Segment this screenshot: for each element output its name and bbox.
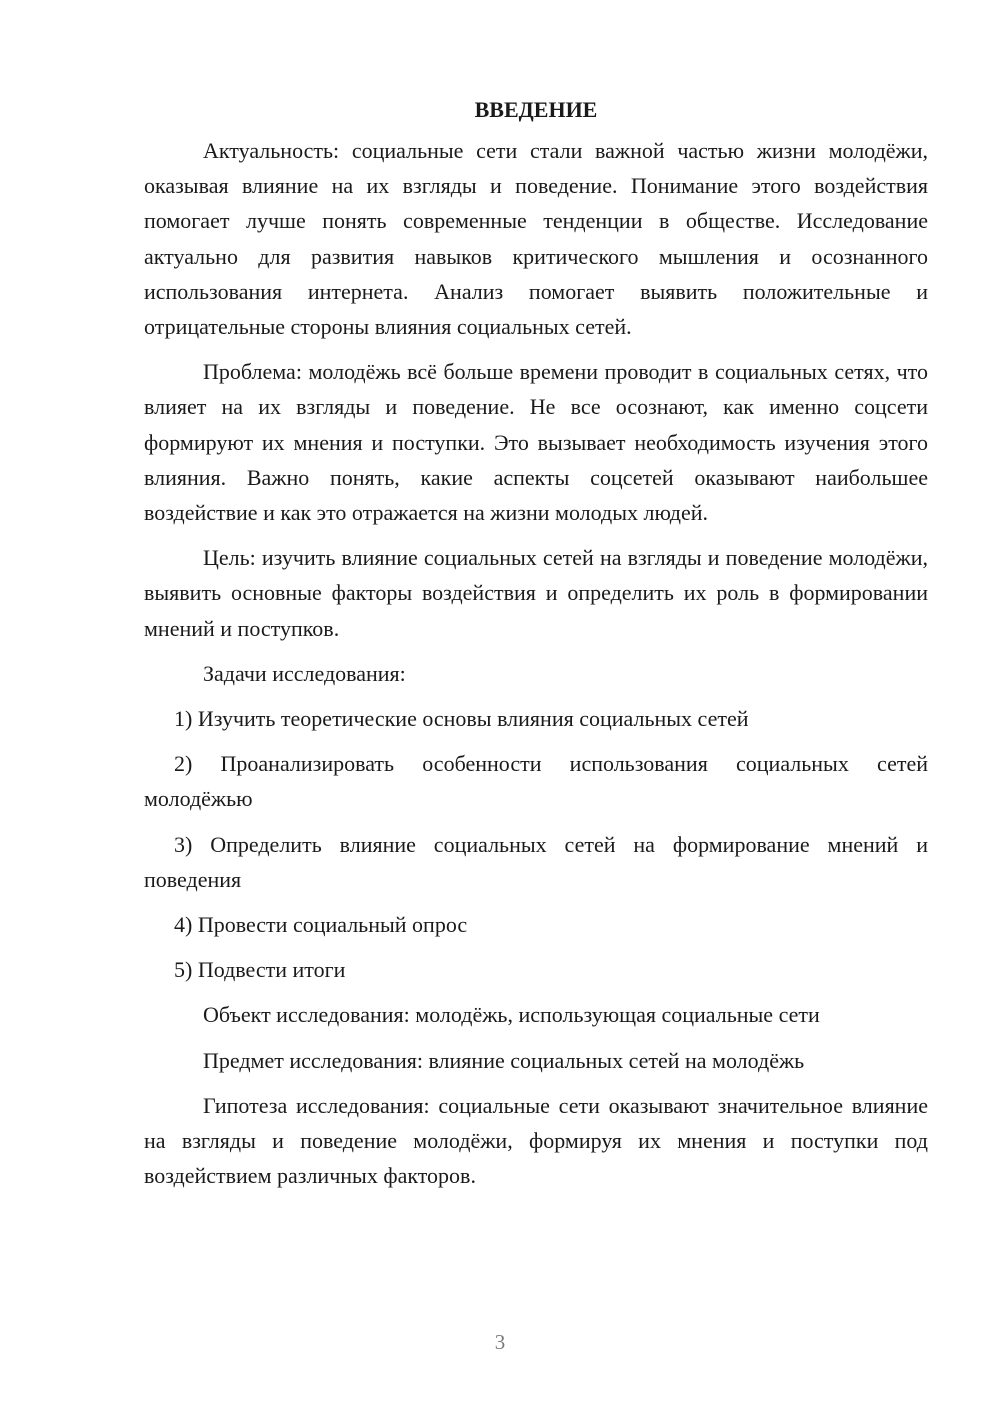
relevance-paragraph: Актуальность: социальные сети стали важной частью жизни молодёжи, оказывая влияние на их взгляды и поведение. Понимание этого воздействия помогает лучше понять современные тенденции в обществе. Исследование актуально для развития навыков критического мышления и осознанного использования интернета. Анализ помогает выявить положительные и отрицательные стороны влияния социальных сетей. [144,138,928,340]
task-item-2: 2) Проанализировать особенности использования социальных сетей молодёжью [144,751,928,812]
task-item-4: 4) Провести социальный опрос [174,912,468,938]
task-item-5: 5) Подвести итоги [174,957,346,983]
task-item-3: 3) Определить влияние социальных сетей на формирование мнений и поведения [144,831,928,892]
object-paragraph: Объект исследования: молодёжь, использующая социальные сети [203,1002,820,1028]
subject-paragraph: Предмет исследования: влияние социальных сетей на молодёжь [203,1047,805,1073]
hypothesis-paragraph: Гипотеза исследования: социальные сети оказывают значительное влияние на взгляды и поведение молодёжи, формируя их мнения и поступки под воздействием различных факторов. [144,1092,928,1189]
page-number: 3 [494,1330,506,1354]
problem-paragraph: Проблема: молодёжь всё больше времени проводит в социальных сетях, что влияет на их взгляды и поведение. Не все осознают, как именно соцсети формируют их мнения и поступки. Это вызывает необходимость изучения этого влияния. Важно понять, какие аспекты соцсетей оказывают наибольшее воздействие и как это отражается на жизни молодых людей. [144,359,928,526]
tasks-heading: Задачи исследования: [203,660,406,686]
document-page [144,92,928,1203]
page-title: ВВЕДЕНИЕ [474,97,598,122]
task-item-1: 1) Изучить теоретические основы влияния социальных сетей [174,706,749,732]
goal-paragraph: Цель: изучить влияние социальных сетей на взгляды и поведение молодёжи, выявить основные факторы воздействия и определить их роль в формировании мнений и поступков. [144,545,928,641]
